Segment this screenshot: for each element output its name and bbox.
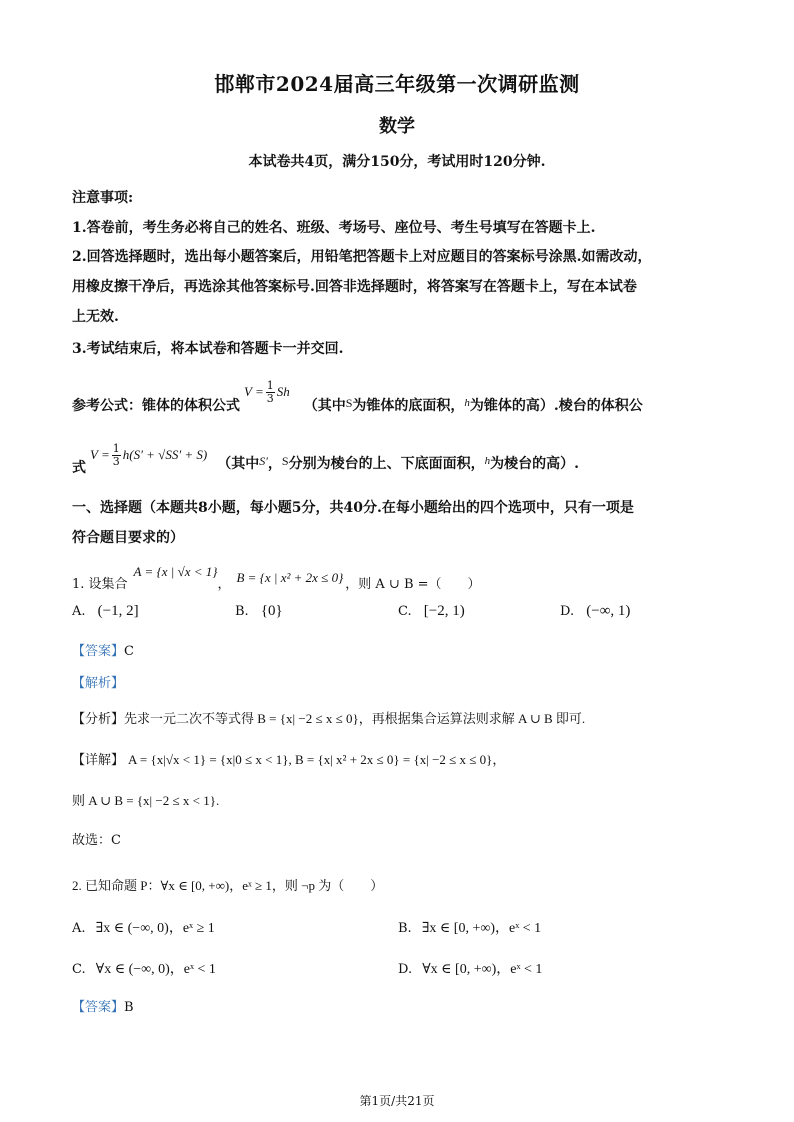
q1-option-d [560,603,630,620]
q2-option-d [398,958,542,978]
frustum-fraction [112,443,121,468]
q1-stem-b: ，则 A ∪ B =（ ） [345,576,481,592]
cone-note-a: （其中 [303,398,346,414]
note-item-2-end: 上无效. [72,309,119,325]
exam-info: 本试卷共4页，满分150分，考试用时120分钟. [248,154,546,170]
formula-cone-line [72,372,643,416]
q1-fenxi [72,708,585,727]
q2-option-a-value: ∃x ∈ (−∞, 0)，eˣ ≥ 1 [95,921,215,936]
q2-option-d-label: D. [398,962,413,977]
q1-option-b-label: B. [235,604,249,619]
frustum-note-d: 为棱台的高）. [490,456,579,472]
q2-option-b-label: B. [398,921,412,936]
frustum-prefix: 式 [72,460,86,476]
q1-answer [72,640,134,659]
q1-option-d-label: D. [560,604,575,619]
q2-option-c-value: ∀x ∈ (−∞, 0)，eˣ < 1 [95,962,216,977]
q1-comma: ， [217,576,231,592]
exam-title: 邯郸市2024届高三年级第一次调研监测 [214,72,580,96]
q2-answer [72,996,134,1015]
frustum-note-Sp: S′ [259,453,268,468]
q1-fenxi-text: 先求一元二次不等式得 B = {x| −2 ≤ x ≤ 0}，再根据集合运算法则求解 A ∪ B 即可. [124,711,586,726]
cone-note-c: 为锥体的高）.棱台的体积公 [469,398,643,414]
section-heading-cont: 符合题目要求的） [72,530,184,546]
frustum-volume-rhs: h(S′ + √SS′ + S) [122,447,208,462]
frustum-fraction-den: 3 [112,454,120,468]
q2-option-d-value: ∀x ∈ [0, +∞)，eˣ < 1 [422,962,543,977]
q1-option-b-value: {0} [260,603,283,619]
cone-volume-lhs: V = [244,384,264,399]
q1-option-a-value: (−1, 2] [97,603,139,619]
q1-answer-tag: 【答案】 [72,644,125,659]
q2-option-a [72,917,215,937]
q2-answer-value: B [124,1000,134,1015]
q1-choose: 故选：C [72,833,121,848]
q2-option-b-value: ∃x ∈ [0, +∞)，eˣ < 1 [421,921,542,936]
frustum-note-a: （其中 [217,456,260,472]
q2-option-c-label: C. [72,962,86,977]
q1-stem [72,557,481,593]
q1-analysis-tag: 【解析】 [72,676,125,691]
frustum-note-S: S [281,453,289,468]
cone-volume-rhs: Sh [276,384,290,399]
page-footer: 第1页/共21页 [359,1094,435,1108]
q1-option-c [398,603,465,620]
frustum-note-c: 分别为棱台的上、下底面面积， [288,456,485,472]
frustum-volume-lhs: V = [90,447,110,462]
formula-prefix: 参考公式：锥体的体积公式 [72,398,240,414]
q1-option-a-label: A. [72,604,86,619]
q1-analysis [72,672,124,691]
q1-option-d-value: (−∞, 1) [586,603,631,619]
q1-detail-tag: 【详解】 [72,753,125,768]
q1-then: 则 A ∪ B = {x| −2 ≤ x < 1}. [72,793,220,808]
q1-fenxi-tag: 【分析】 [72,712,125,727]
q1-detail [72,749,505,768]
q1-set-a: A = {x | √x < 1} [133,564,218,579]
q1-option-a [72,603,139,620]
q1-option-c-value: [−2, 1) [423,603,465,619]
q1-option-b [235,603,283,620]
cone-note-h: h [464,397,470,409]
frustum-note-b: ， [267,456,282,472]
notes-heading: 注意事项: [72,190,134,206]
note-item-1: 1.答卷前，考生务必将自己的姓名、班级、考场号、座位号、考生号填写在答题卡上. [72,220,596,236]
note-item-2-cont: 用橡皮擦干净后，再选涂其他答案标号.回答非选择题时，将答案写在答题卡上，写在本试卷 [72,279,637,295]
formula-frustum-line [72,436,579,480]
frustum-note-h: h [484,455,491,467]
cone-note-b: 为锥体的底面积， [352,398,465,414]
q2-option-b [398,917,541,937]
q1-set-b: B = {x | x² + 2x ≤ 0} [236,570,344,585]
q1-detail-text: A = {x|√x < 1} = {x|0 ≤ x < 1}, B = {x| x² + 2x ≤ 0} = {x| −2 ≤ x ≤ 0}， [128,752,506,767]
frustum-fraction-num: 1 [112,441,120,455]
q1-answer-value: C [124,644,134,659]
section-heading: 一、选择题（本题共8小题，每小题5分，共40分.在每小题给出的四个选项中，只有一项是 [72,500,634,516]
cone-fraction-num: 1 [266,378,274,392]
cone-note-S: S [345,395,353,410]
q2-stem: 2. 已知命题 P：∀x ∈ [0, +∞)，eˣ ≥ 1，则 ¬p 为（ ） [72,878,384,893]
cone-fraction [266,380,275,405]
q1-stem-a: 1. 设集合 [72,576,128,592]
subject-heading: 数学 [379,116,415,137]
note-item-2: 2.回答选择题时，选出每小题答案后，用铅笔把答题卡上对应题目的答案标号涂黑.如需改动， [72,249,652,265]
q2-option-c [72,958,216,978]
note-item-3: 3.考试结束后，将本试卷和答题卡一并交回. [72,341,344,357]
q2-answer-tag: 【答案】 [72,1000,125,1015]
cone-fraction-den: 3 [266,391,274,405]
q1-option-c-label: C. [398,604,412,619]
q2-option-a-label: A. [72,921,86,936]
